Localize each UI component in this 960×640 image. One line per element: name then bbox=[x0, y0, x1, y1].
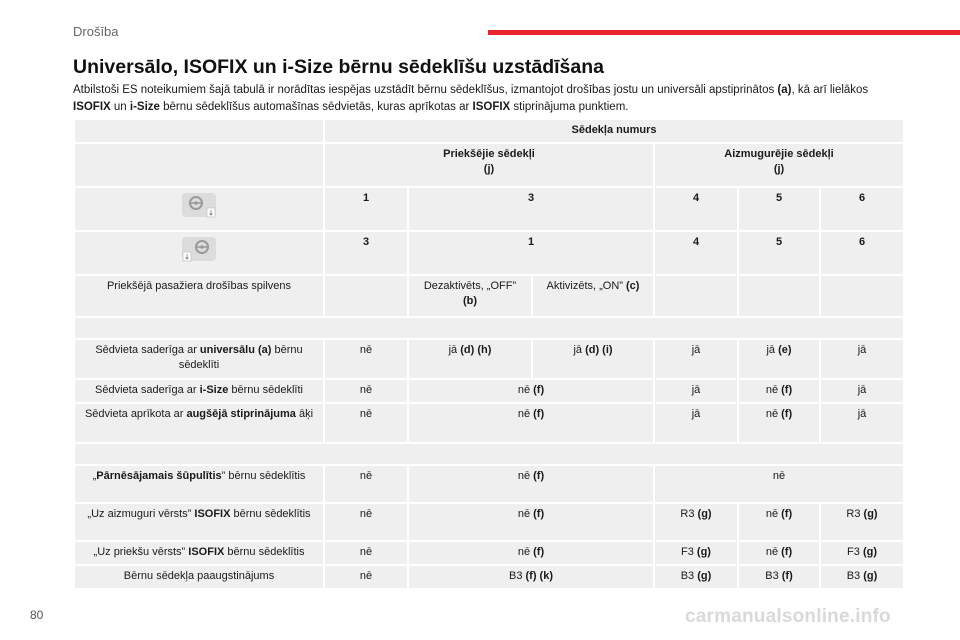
page-number: 80 bbox=[30, 608, 44, 622]
car-right-hand-drive-icon bbox=[74, 231, 324, 275]
value-cell: jā bbox=[820, 403, 904, 443]
empty-cell bbox=[74, 119, 324, 143]
table-row bbox=[74, 119, 904, 143]
value-cell: jā bbox=[820, 379, 904, 403]
table-row bbox=[74, 403, 904, 443]
child-seat-table bbox=[73, 118, 905, 590]
value-cell: R3 (g) bbox=[820, 503, 904, 541]
table-row bbox=[74, 503, 904, 541]
intro-paragraph: Atbilstoši ES noteikumiem šajā tabulā ir norādītas iespējas uzstādīt bērnu sēdeklīšus, izmantojot drošības jostu un universāli apstiprinātos (a), kā arī lielākos ISOFIX un i-Size bērnu sēdeklīšus automašīnas sēdvietās, kuras aprīkotas ar ISOFIX stiprinājuma punktiem. bbox=[73, 84, 869, 113]
header-accent-bar bbox=[488, 30, 960, 35]
table-row bbox=[74, 143, 904, 187]
empty-cell bbox=[74, 443, 904, 465]
value-cell: nē bbox=[324, 379, 408, 403]
universal-seat-label: Sēdvieta saderīga ar universālu (a) bērnu sēdeklīti bbox=[74, 339, 324, 379]
value-cell: nē bbox=[324, 503, 408, 541]
value-cell: nē bbox=[654, 465, 904, 503]
value-cell: nē bbox=[324, 403, 408, 443]
seat-number-cell: 3 bbox=[324, 231, 408, 275]
tether-seat-label: Sēdvieta aprīkota ar augšējā stiprinājuma āķi bbox=[74, 403, 324, 443]
table-row bbox=[74, 231, 904, 275]
value-cell: nē (f) bbox=[738, 403, 820, 443]
value-cell: jā (e) bbox=[738, 339, 820, 379]
carrycot-label: „Pārnēsājamais šūpulītis” bērnu sēdeklītis bbox=[74, 465, 324, 503]
table-row bbox=[74, 187, 904, 231]
value-cell: nē (f) bbox=[408, 503, 654, 541]
value-cell: nē bbox=[324, 339, 408, 379]
airbag-off-cell: Dezaktivēts, „OFF” (b) bbox=[408, 275, 532, 317]
empty-cell bbox=[820, 275, 904, 317]
value-cell: nē (f) bbox=[408, 379, 654, 403]
seat-number-cell: 3 bbox=[408, 187, 654, 231]
value-cell: nē (f) bbox=[408, 465, 654, 503]
value-cell: nē (f) bbox=[738, 503, 820, 541]
value-cell: jā (d) (h) bbox=[408, 339, 532, 379]
value-cell: B3 (g) bbox=[820, 565, 904, 589]
value-cell: B3 (f) bbox=[738, 565, 820, 589]
value-cell: nē bbox=[324, 465, 408, 503]
seat-number-cell: 6 bbox=[820, 231, 904, 275]
rearward-isofix-label: „Uz aizmuguri vērsts” ISOFIX bērnu sēdeklītis bbox=[74, 503, 324, 541]
table-row bbox=[74, 339, 904, 379]
value-cell: jā bbox=[654, 403, 738, 443]
value-cell: R3 (g) bbox=[654, 503, 738, 541]
seat-number-header: Sēdekļa numurs bbox=[324, 119, 904, 143]
page-title: Universālo, ISOFIX un i-Size bērnu sēdeklīšu uzstādīšana bbox=[73, 56, 604, 78]
airbag-on-cell: Aktivizēts, „ON” (c) bbox=[532, 275, 654, 317]
table-row bbox=[74, 465, 904, 503]
front-seats-header: Priekšējie sēdekļi (j) bbox=[324, 143, 654, 187]
seat-number-cell: 1 bbox=[408, 231, 654, 275]
empty-cell bbox=[738, 275, 820, 317]
value-cell: jā (d) (i) bbox=[532, 339, 654, 379]
rear-seats-header: Aizmugurējie sēdekļi (j) bbox=[654, 143, 904, 187]
table-row bbox=[74, 275, 904, 317]
value-cell: F3 (g) bbox=[654, 541, 738, 565]
value-cell: B3 (g) bbox=[654, 565, 738, 589]
empty-cell bbox=[74, 143, 324, 187]
table-row bbox=[74, 565, 904, 589]
empty-cell bbox=[74, 317, 904, 339]
value-cell: nē (f) bbox=[408, 541, 654, 565]
seat-number-cell: 1 bbox=[324, 187, 408, 231]
forward-isofix-label: „Uz priekšu vērsts” ISOFIX bērnu sēdeklītis bbox=[74, 541, 324, 565]
value-cell: jā bbox=[820, 339, 904, 379]
value-cell: B3 (f) (k) bbox=[408, 565, 654, 589]
airbag-label: Priekšējā pasažiera drošības spilvens bbox=[74, 275, 324, 317]
section-label: Drošība bbox=[73, 24, 119, 39]
value-cell: nē (f) bbox=[738, 379, 820, 403]
seat-number-cell: 6 bbox=[820, 187, 904, 231]
value-cell: jā bbox=[654, 339, 738, 379]
watermark: carmanualsonline.info bbox=[685, 606, 891, 627]
value-cell: nē bbox=[324, 541, 408, 565]
spacer-row bbox=[74, 317, 904, 339]
seat-number-cell: 4 bbox=[654, 231, 738, 275]
table-row bbox=[74, 379, 904, 403]
value-cell: nē (f) bbox=[408, 403, 654, 443]
value-cell: nē (f) bbox=[738, 541, 820, 565]
empty-cell bbox=[324, 275, 408, 317]
booster-label: Bērnu sēdekļa paaugstinājums bbox=[74, 565, 324, 589]
empty-cell bbox=[654, 275, 738, 317]
seat-number-cell: 4 bbox=[654, 187, 738, 231]
table-row bbox=[74, 541, 904, 565]
isize-seat-label: Sēdvieta saderīga ar i-Size bērnu sēdeklīti bbox=[74, 379, 324, 403]
value-cell: F3 (g) bbox=[820, 541, 904, 565]
seat-number-cell: 5 bbox=[738, 231, 820, 275]
value-cell: jā bbox=[654, 379, 738, 403]
seat-number-cell: 5 bbox=[738, 187, 820, 231]
spacer-row bbox=[74, 443, 904, 465]
car-left-hand-drive-icon bbox=[74, 187, 324, 231]
value-cell: nē bbox=[324, 565, 408, 589]
